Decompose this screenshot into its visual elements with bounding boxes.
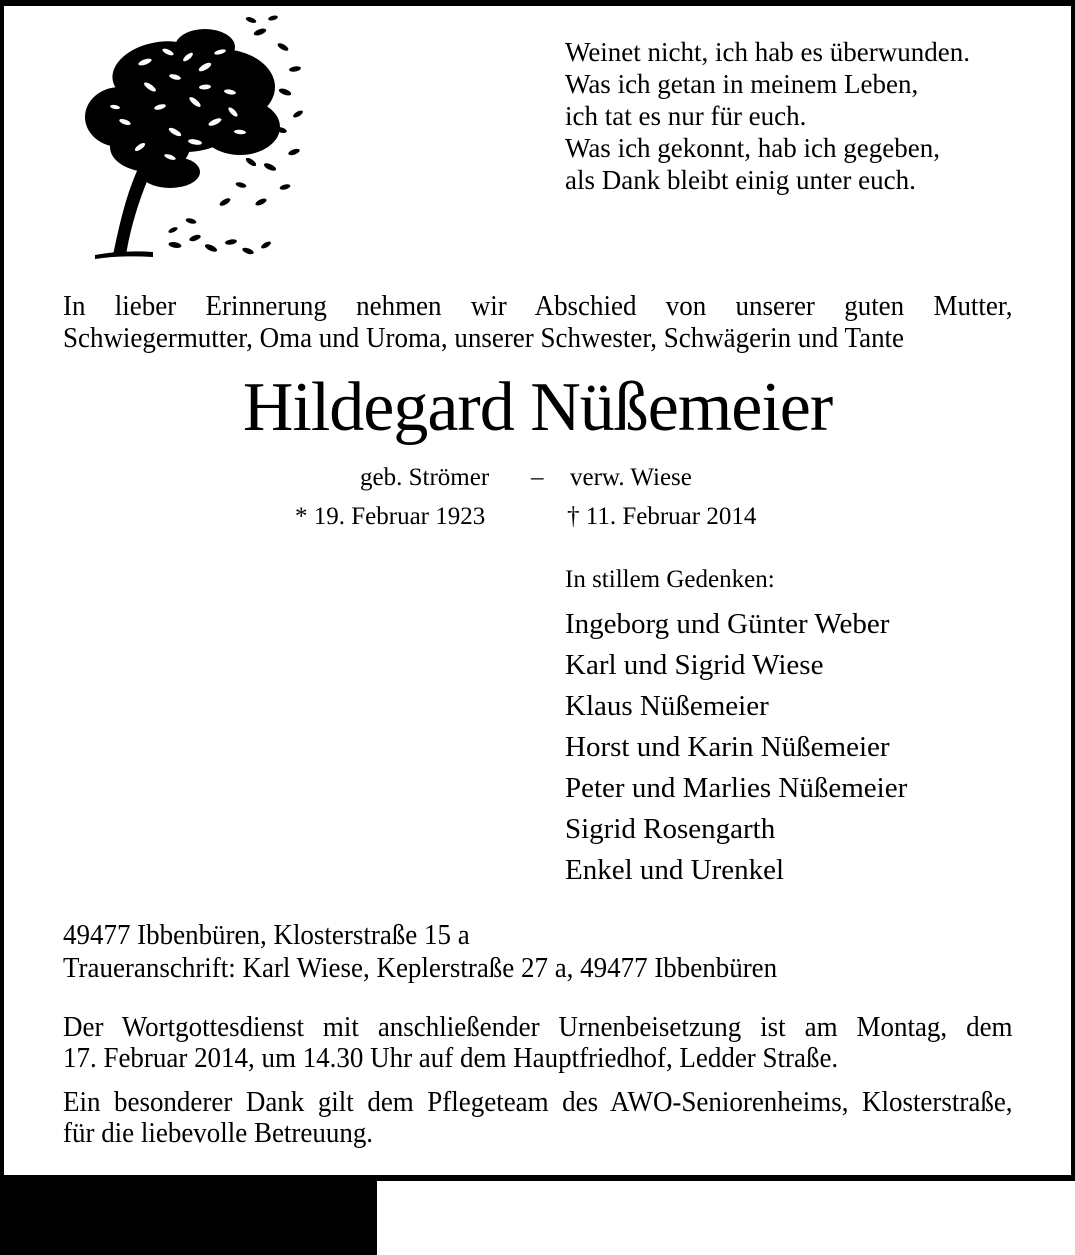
birth-name: geb. Strömer	[360, 464, 490, 491]
thanks-line: Ein besonderer Dank gilt dem Pflegeteam des AWO-Seniorenheims, Klosterstraße,	[63, 1086, 1013, 1118]
deceased-name: Hildegard Nüßemeier	[242, 369, 833, 446]
poem-line: ich tat es nur für euch.	[565, 101, 807, 131]
poem-line: Weinet nicht, ich hab es überwunden.	[565, 37, 970, 67]
memorial-poem	[565, 36, 970, 196]
mourners-list	[565, 604, 907, 891]
mourning-heading: In stillem Gedenken:	[565, 566, 775, 593]
thanks-line: für die liebevolle Betreuung.	[63, 1117, 374, 1149]
poem-line: als Dank bleibt einig unter euch.	[565, 165, 916, 195]
mourner-name: Enkel und Urenkel	[565, 854, 785, 886]
condolence-address: Traueranschrift: Karl Wiese, Keplerstraße 27 a, 49477 Ibbenbüren	[63, 952, 778, 984]
introduction-line: Schwiegermutter, Oma und Uroma, unserer Schwester, Schwägerin und Tante	[63, 322, 905, 354]
mourner-name: Sigrid Rosengarth	[565, 813, 776, 845]
redacted-funeral-home-block	[0, 1178, 377, 1255]
home-address: 49477 Ibbenbüren, Klosterstraße 15 a	[63, 919, 470, 951]
mourner-name: Horst und Karin Nüßemeier	[565, 731, 890, 763]
introduction-text	[63, 290, 1013, 354]
name-separator-dash: –	[531, 464, 544, 491]
tree-illustration	[55, 12, 305, 262]
mourner-name: Peter und Marlies Nüßemeier	[565, 772, 908, 804]
death-date: † 11. Februar 2014	[567, 503, 757, 530]
mourner-name: Ingeborg und Günter Weber	[565, 608, 890, 640]
poem-line: Was ich gekonnt, hab ich gegeben,	[565, 133, 940, 163]
introduction-line: In lieber Erinnerung nehmen wir Abschied von unserer guten Mutter,	[63, 290, 1013, 322]
address-block	[63, 919, 777, 985]
poem-line: Was ich getan in meinem Leben,	[565, 69, 919, 99]
mourner-name: Karl und Sigrid Wiese	[565, 649, 824, 681]
service-info-line: 17. Februar 2014, um 14.30 Uhr auf dem Hauptfriedhof, Ledder Straße.	[63, 1042, 839, 1074]
service-info-line: Der Wortgottesdienst mit anschließender Urnenbeisetzung ist am Montag, dem	[63, 1011, 1013, 1043]
service-info	[63, 1012, 1013, 1074]
thanks-text	[63, 1087, 1013, 1149]
widowed-name: verw. Wiese	[570, 464, 692, 491]
mourner-name: Klaus Nüßemeier	[565, 690, 769, 722]
birth-date: * 19. Februar 1923	[295, 503, 486, 530]
